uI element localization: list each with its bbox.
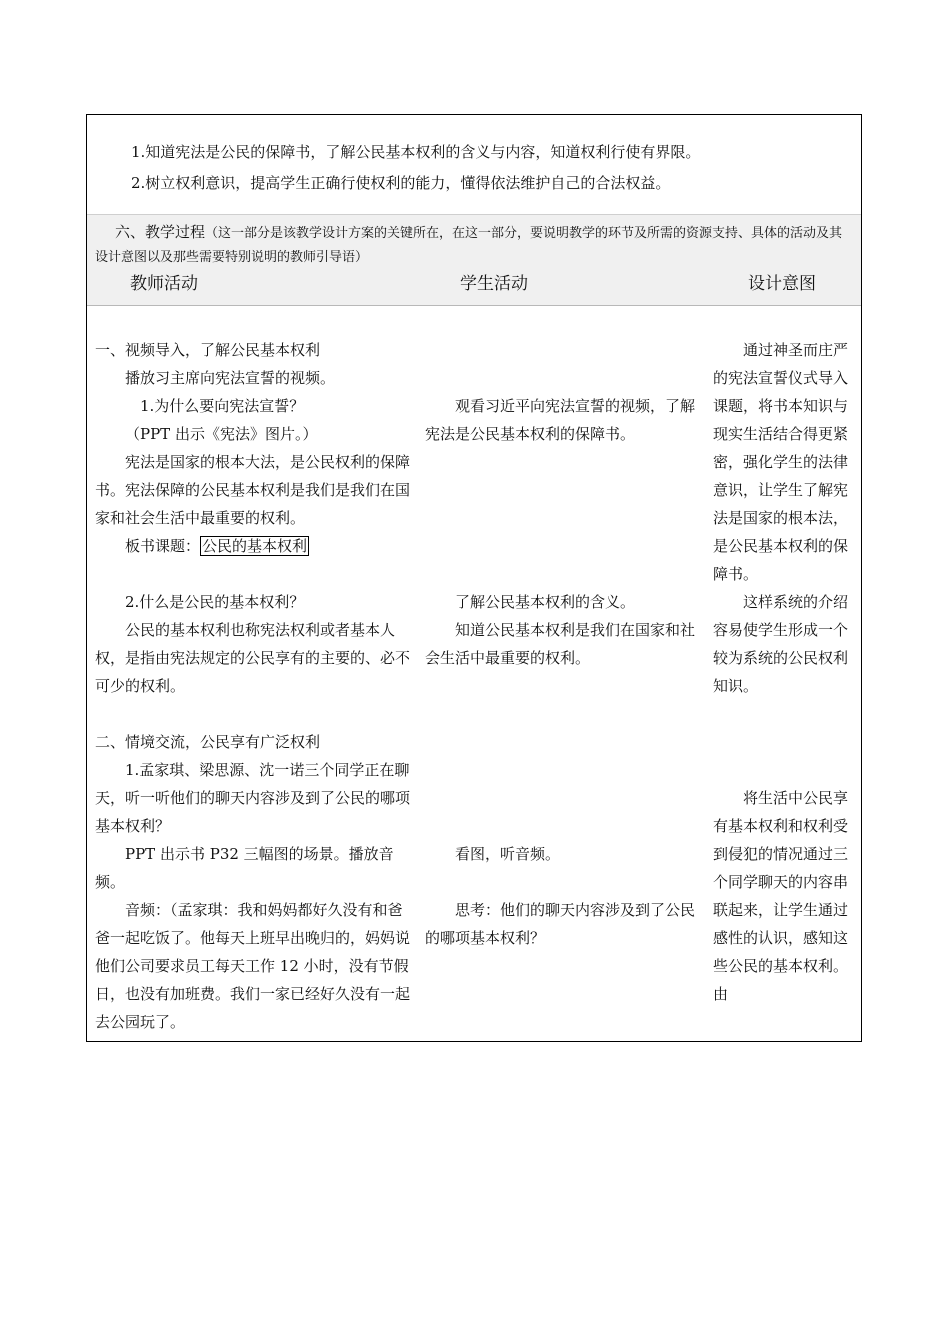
column-header-teacher: 教师活动	[130, 274, 198, 294]
process-note: （这一部分是该教学设计方案的关键所在，在这一部分，要说明教学的环节及所需的资源支持、具体的活动及其设计意图以及那些需要特别说明的教师引导语）	[95, 226, 843, 265]
process-header	[87, 214, 861, 306]
student-activity-column	[425, 392, 697, 952]
student-text: 思考：他们的聊天内容涉及到了公民的哪项基本权利？	[425, 901, 696, 947]
teacher-question: 1.为什么要向宪法宣誓？	[140, 397, 305, 415]
student-text: 看图，听音频。	[455, 845, 561, 863]
teacher-text: 公民的基本权利也称宪法权利或者基本人权，是指由宪法规定的公民享有的主要的、必不可少的权利。	[95, 621, 411, 695]
design-text: 将生活中公民享有基本权利和权利受到侵犯的情况通过三个同学聊天的内容串联起来，让学生通过感性的认识，感知这些公民的基本权利。由	[713, 789, 849, 1003]
design-text: 通过神圣而庄严的宪法宣誓仪式导入课题，将书本知识与现实生活结合得更紧密，强化学生的法律意识，让学生了解宪法是国家的根本法，是公民基本权利的保障书。	[713, 341, 849, 583]
column-header-design: 设计意图	[748, 274, 816, 294]
section-title: 二、情境交流，公民享有广泛权利	[95, 733, 321, 751]
column-header-student: 学生活动	[460, 274, 528, 294]
section-title: 一、视频导入，了解公民基本权利	[95, 341, 321, 359]
board-topic-line	[95, 532, 411, 560]
student-text: 了解公民基本权利的含义。	[455, 593, 636, 611]
goal-item: 1.知道宪法是公民的保障书，了解公民基本权利的含义与内容，知道权利行使有界限。	[131, 143, 701, 161]
process-description	[95, 221, 853, 269]
board-topic: 公民的基本权利	[202, 537, 308, 555]
board-label: 板书课题：	[125, 537, 201, 555]
process-title: 六、教学过程	[115, 223, 206, 241]
teacher-text: （PPT 出示《宪法》图片。）	[125, 425, 318, 443]
teacher-text: 宪法是国家的根本大法，是公民权利的保障书。宪法保障的公民基本权利是我们是我们在国家和社会生活中最重要的权利。	[95, 453, 411, 527]
lesson-plan-table	[86, 114, 862, 1042]
teacher-question: 2.什么是公民的基本权利？	[125, 593, 305, 611]
teacher-question: 1.孟家琪、梁思源、沈一诺三个同学正在聊天，听一听他们的聊天内容涉及到了公民的哪项基本权利？	[95, 761, 411, 835]
teacher-activity-column	[95, 336, 411, 1036]
student-text: 观看习近平向宪法宣誓的视频，了解宪法是公民基本权利的保障书。	[425, 397, 696, 443]
goal-item: 2.树立权利意识，提高学生正确行使权利的能力，懂得依法维护自己的合法权益。	[131, 174, 671, 192]
teacher-text: 播放习主席向宪法宣誓的视频。	[125, 369, 336, 387]
teaching-goals	[87, 115, 861, 214]
student-text: 知道公民基本权利是我们在国家和社会生活中最重要的权利。	[425, 621, 696, 667]
teacher-text: PPT 出示书 P32 三幅图的场景。播放音频。	[95, 845, 394, 891]
design-text: 这样系统的介绍容易使学生形成一个较为系统的公民权利知识。	[713, 593, 849, 695]
design-intent-column	[713, 336, 855, 1008]
teacher-text: 音频：（孟家琪：我和妈妈都好久没有和爸爸一起吃饭了。他每天上班早出晚归的，妈妈说他们公司要求员工每天工作 12 小时，没有节假日，也没有加班费。我们一家已经好久没有一起去公园玩了。	[95, 901, 411, 1031]
